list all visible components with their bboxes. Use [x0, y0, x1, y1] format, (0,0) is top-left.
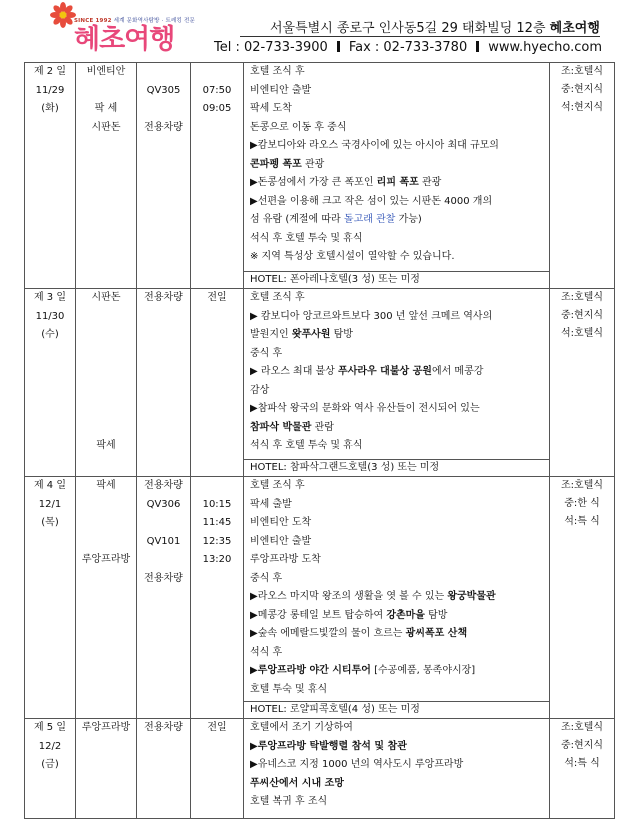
schedule-text: 중식 후: [250, 572, 283, 584]
location-cell-line: 루앙프라방: [81, 554, 131, 565]
schedule-cell: [244, 477, 550, 719]
schedule-text: 돈콩으로 이동 후 중식: [250, 121, 347, 133]
transport-cell: [137, 63, 191, 289]
highlight-text: 광씨폭포 산책: [405, 628, 468, 639]
location-cell-line: 팍세: [96, 440, 116, 451]
transport-cell: [137, 477, 191, 719]
meal-line: 조:호텔식: [560, 66, 603, 77]
transport-cell-line: QV306: [146, 498, 181, 510]
time-cell-line: [191, 63, 243, 82]
meal-line: 중:현지식: [560, 740, 603, 751]
schedule-line: [250, 156, 545, 175]
divider-icon: [476, 41, 479, 52]
transport-cell-line: 전용차량: [144, 572, 183, 584]
day-cell: [25, 477, 76, 719]
location-cell-line: [76, 82, 136, 101]
schedule-text: 석식 후 호텔 투숙 및 휴식: [250, 232, 363, 244]
header-divider: [240, 36, 600, 37]
location-cell-line: [76, 400, 136, 419]
time-cell: [191, 63, 244, 289]
schedule-line: [250, 533, 545, 552]
meal-line: 중:현지식: [560, 310, 603, 321]
schedule-line: [250, 551, 545, 570]
schedule-line: [250, 738, 545, 757]
day-cell-line: 제 2 일: [33, 66, 67, 77]
schedule-text: 호텔 투숙 및 휴식: [250, 683, 328, 695]
schedule-text: [수공예품, 몽족야시장]: [370, 665, 476, 676]
schedule-line: [250, 400, 545, 419]
time-cell-line: 12:35: [202, 535, 232, 547]
schedule-line: [250, 119, 545, 138]
schedule-text: 루앙프라방 도착: [250, 554, 321, 565]
highlight-text: ▶루앙프라방 야간 시티투어: [250, 665, 371, 676]
transport-cell-line: [137, 100, 190, 119]
schedule-text: 발원지인: [250, 329, 292, 340]
schedule-line: [250, 419, 545, 438]
schedule-line: [250, 82, 545, 101]
schedule-line: [250, 437, 545, 456]
schedule-line: [250, 681, 545, 700]
time-cell: [191, 477, 244, 719]
schedule-text: 감상: [250, 384, 270, 396]
transport-cell-line: QV101: [146, 535, 181, 547]
day-cell-line: 11/30: [35, 310, 65, 322]
day-cell-line: 제 5 일: [33, 722, 67, 733]
day-cell-line: (수): [41, 329, 59, 340]
schedule-line: [250, 137, 545, 156]
day-cell-line: 제 4 일: [33, 480, 67, 491]
highlight-text: 왕궁박물관: [447, 591, 496, 602]
itinerary-row: [25, 719, 615, 819]
logo-since: [74, 16, 195, 24]
schedule-text: 비엔티안 도착: [250, 517, 312, 528]
schedule-line: [250, 382, 545, 401]
location-cell-line: [76, 533, 136, 552]
logo-since-year: SINCE 1992: [74, 18, 112, 24]
highlight-text: 콘파펭 폭포: [250, 158, 302, 170]
schedule-text: ▶ 라오스 최대 불상: [250, 366, 339, 377]
schedule-text: 에서 메콩강: [431, 366, 484, 377]
meal-line: 조:호텔식: [560, 480, 603, 491]
schedule-cell: [244, 289, 550, 477]
transport-cell-line: QV305: [146, 84, 181, 96]
schedule-line: [250, 756, 545, 775]
schedule-line: [250, 607, 545, 626]
logo-tagline: 세계 문화역사탐방 · 트레킹 전문: [113, 18, 196, 24]
location-cell: [76, 719, 137, 819]
schedule-text: 탐방: [424, 609, 448, 621]
schedule-line: [250, 514, 545, 533]
schedule-text: 호텔 복귀 후 조식: [250, 796, 328, 807]
transport-cell-line: 전용차량: [144, 722, 183, 733]
location-cell-line: [76, 308, 136, 327]
highlight-text: 참파삭 박물관: [250, 421, 312, 433]
location-cell-line: [76, 326, 136, 345]
highlight-text: 푸씨산에서 시내 조망: [250, 777, 344, 789]
transport-cell-line: 전용차량: [144, 292, 183, 303]
schedule-text: ▶ 캄보디아 앙코르와트보다 300 년 앞선 크메르 역사의: [250, 310, 493, 322]
time-cell-line: 전일: [207, 292, 227, 303]
company-name: 혜초여행: [549, 21, 600, 36]
time-cell: [191, 719, 244, 819]
location-cell-line: 비엔티안: [86, 66, 126, 77]
transport-cell-line: [137, 551, 190, 570]
schedule-text: 석식 후: [250, 646, 283, 658]
highlight-text: 푸사라우 대불상 공원: [338, 366, 432, 377]
transport-cell-line: 전용차량: [144, 121, 183, 133]
meals-cell: [550, 477, 615, 719]
day-cell-line: (목): [41, 517, 59, 528]
transport-cell-line: 전용차량: [144, 480, 183, 491]
location-cell-line: 시판돈: [91, 292, 121, 303]
schedule-line: [250, 570, 545, 589]
time-cell-line: 09:05: [202, 103, 232, 114]
schedule-line: [250, 625, 545, 644]
schedule-line: [250, 363, 545, 382]
meal-line: 석:현지식: [560, 102, 603, 113]
time-cell-line: 11:45: [202, 517, 232, 528]
schedule-text: 호텔에서 조기 기상하여: [250, 722, 353, 733]
logo-name: 혜초여행: [74, 24, 175, 55]
itinerary-table: [24, 62, 615, 819]
location-cell-line: [76, 419, 136, 438]
schedule-text: 팍세 출발: [250, 498, 292, 510]
location-cell-line: 시판돈: [91, 121, 121, 133]
schedule-line: [250, 719, 545, 738]
day-cell-line: (화): [41, 103, 59, 114]
schedule-text: 관광: [418, 177, 442, 188]
location-cell-line: [76, 514, 136, 533]
hotel-info: HOTEL: 로얄피콕호텔(4 성) 또는 미정: [244, 701, 549, 718]
day-cell: [25, 289, 76, 477]
schedule-text: 호텔 조식 후: [250, 480, 305, 491]
schedule-line: [250, 793, 545, 812]
transport-cell: [137, 289, 191, 477]
hotel-info: HOTEL: 폰아레나호텔(3 성) 또는 미정: [244, 271, 549, 288]
time-cell-line: 전일: [207, 722, 227, 733]
schedule-cell: [244, 719, 550, 819]
meal-line: 석:특 식: [564, 758, 600, 769]
location-cell-line: 팍세: [96, 480, 116, 491]
meals-cell: [550, 289, 615, 477]
schedule-line: [250, 289, 545, 308]
schedule-text: ▶돈콩섬에서 가장 큰 폭포인: [250, 177, 377, 188]
time-cell-line: 10:15: [202, 498, 232, 510]
hotel-info: HOTEL: 참파삭그랜드호텔(3 성) 또는 미정: [244, 459, 549, 476]
itinerary-row: [25, 477, 615, 719]
meals-cell: [550, 63, 615, 289]
day-cell-line: 제 3 일: [33, 292, 67, 303]
highlight-text: 리피 폭포: [376, 177, 419, 188]
highlight-text: ▶루앙프라방 탁발행렬 참석 및 참관: [250, 740, 407, 752]
day-cell-line: 12/1: [38, 498, 62, 510]
meals-cell: [550, 719, 615, 819]
itinerary-row: [25, 289, 615, 477]
day-cell: [25, 63, 76, 289]
day-cell-line: (금): [41, 759, 59, 770]
address-text: 서울특별시 종로구 인사동5길 29 태화빌딩 12층: [270, 21, 546, 36]
transport-cell: [137, 719, 191, 819]
schedule-text: 비엔티안 출발: [250, 84, 312, 96]
location-cell: [76, 63, 137, 289]
page-header: [0, 0, 640, 62]
schedule-text: 관람: [311, 421, 334, 433]
tel-text[interactable]: Tel : 02-733-3900: [214, 40, 328, 55]
schedule-text: 석식 후 호텔 투숙 및 휴식: [250, 440, 363, 451]
schedule-text: ▶유네스코 지정 1000 년의 역사도시 루앙프라방: [250, 759, 464, 770]
schedule-text: 팍세 도착: [250, 103, 292, 114]
time-cell-line: [191, 477, 243, 496]
schedule-line: [250, 345, 545, 364]
schedule-text: ▶메콩강 롱테일 보트 탑승하여: [250, 609, 387, 621]
location-cell-line: [76, 382, 136, 401]
schedule-line: [250, 662, 545, 681]
day-cell-line: 12/2: [38, 740, 62, 752]
fax-text: Fax : 02-733-3780: [348, 40, 468, 55]
time-cell-line: 07:50: [202, 84, 232, 96]
location-cell-line: [76, 496, 136, 515]
schedule-text: ▶숲속 에메랄드빛깔의 물이 흐르는: [250, 628, 406, 639]
location-cell-line: [76, 345, 136, 364]
schedule-text: 비엔티안 출발: [250, 535, 312, 547]
schedule-line: [250, 644, 545, 663]
schedule-line: [250, 248, 545, 267]
schedule-line: [250, 211, 545, 230]
schedule-text: ※ 지역 특성상 호텔시설이 열악할 수 있습니다.: [250, 251, 455, 262]
meal-line: 조:호텔식: [560, 292, 603, 303]
schedule-line: [250, 308, 545, 327]
schedule-text: 호텔 조식 후: [250, 292, 305, 303]
company-logo[interactable]: [50, 2, 230, 60]
schedule-text: ▶선편을 이용해 크고 작은 섬이 있는 시판돈 4000 개의: [250, 195, 493, 207]
time-cell: [191, 289, 244, 477]
schedule-text: 탐방: [330, 329, 353, 340]
schedule-line: [250, 230, 545, 249]
schedule-line: [250, 174, 545, 193]
transport-cell-line: [137, 63, 190, 82]
location-cell-line: 루앙프라방: [81, 722, 131, 733]
day-cell-line: 11/29: [35, 84, 65, 96]
schedule-text: ▶참파삭 왕국의 문화와 역사 유산들이 전시되어 있는: [250, 403, 480, 414]
schedule-text: 돌고래 관찰: [343, 214, 396, 225]
schedule-line: [250, 63, 545, 82]
schedule-line: [250, 326, 545, 345]
schedule-text: 관광: [301, 158, 325, 170]
schedule-text: 가능): [395, 214, 422, 225]
divider-icon: [337, 41, 340, 52]
meal-line: 조:호텔식: [560, 722, 603, 733]
schedule-line: [250, 477, 545, 496]
meal-line: 석:특 식: [564, 516, 600, 527]
schedule-text: 섬 유람 (계절에 따라: [250, 214, 344, 225]
schedule-cell: [244, 63, 550, 289]
location-cell: [76, 289, 137, 477]
schedule-text: ▶라오스 마지막 왕조의 생활을 엿 볼 수 있는: [250, 591, 448, 602]
schedule-line: [250, 775, 545, 794]
schedule-text: ▶캄보디아와 라오스 국경사이에 있는 아시아 최대 규모의: [250, 140, 499, 151]
location-cell: [76, 477, 137, 719]
highlight-text: 왓푸사원: [291, 329, 331, 340]
meal-line: 중:한 식: [564, 498, 600, 509]
schedule-line: [250, 193, 545, 212]
schedule-line: [250, 588, 545, 607]
meal-line: 중:현지식: [560, 84, 603, 95]
day-cell: [25, 719, 76, 819]
location-cell-line: [76, 363, 136, 382]
location-cell-line: 팍 세: [94, 103, 118, 114]
meal-line: 석:호텔식: [560, 328, 603, 339]
time-cell-line: 13:20: [202, 554, 232, 565]
schedule-text: 중식 후: [250, 347, 283, 359]
company-address: [270, 17, 600, 36]
schedule-text: 호텔 조식 후: [250, 66, 305, 77]
transport-cell-line: [137, 514, 190, 533]
flower-icon: [50, 2, 76, 28]
website-link[interactable]: www.hyecho.com: [488, 40, 603, 55]
contact-line: [214, 40, 602, 55]
highlight-text: 강촌마을: [386, 609, 425, 621]
schedule-line: [250, 100, 545, 119]
schedule-line: [250, 496, 545, 515]
itinerary-row: [25, 63, 615, 289]
